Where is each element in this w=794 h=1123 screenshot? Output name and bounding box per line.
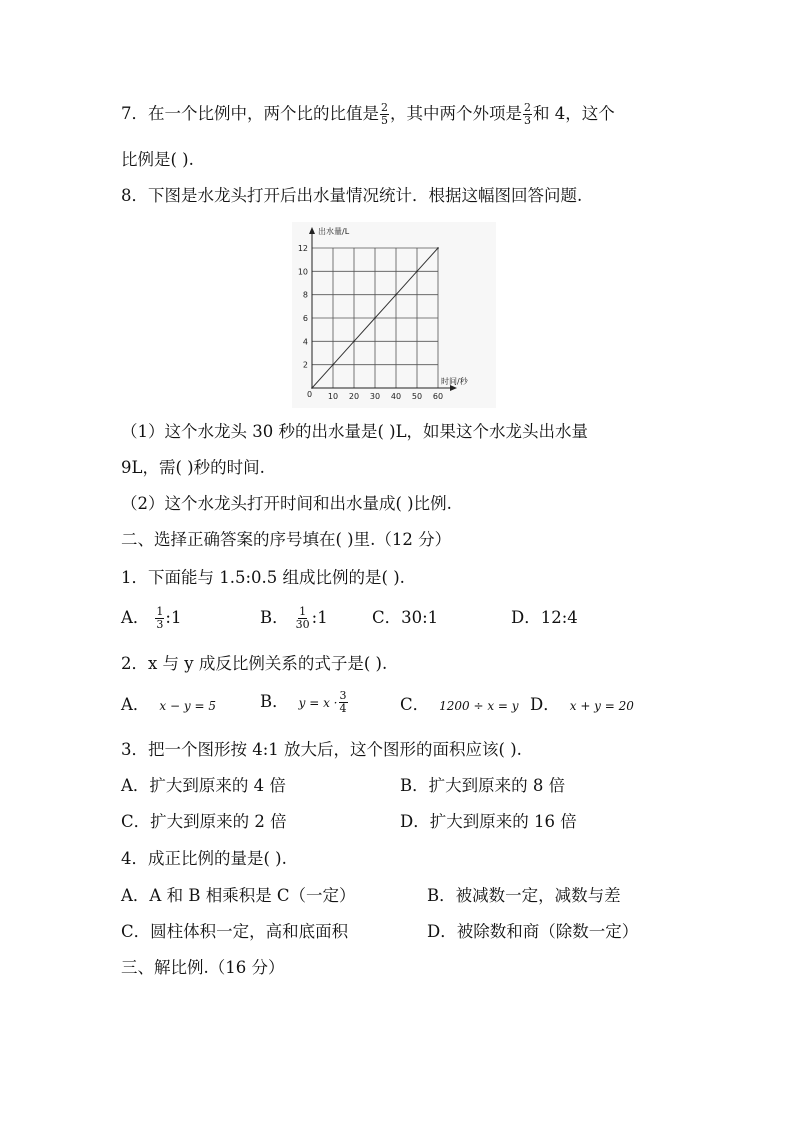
- question-8-1-line2: 9L，需( )秒的时间.: [121, 458, 265, 477]
- section-2-heading: 二、选择正确答案的序号填在( )里.（12 分）: [121, 530, 452, 549]
- choice-2-option-b: B． y = x · $\frac{3}{4}$: [260, 689, 347, 715]
- question-text: 在一个比例中，两个比的比值是: [148, 104, 379, 123]
- x-tick-label: 50: [411, 392, 423, 401]
- fraction: $\frac{1}{3}$: [156, 605, 164, 631]
- question-text: 下图是水龙头打开后出水量情况统计．根据这幅图回答问题.: [148, 186, 583, 205]
- data-point: [311, 387, 313, 389]
- y-tick-label: 8: [302, 290, 308, 300]
- fraction: $\frac{2}{5}$: [381, 101, 388, 127]
- choice-1-stem: 1．下面能与 1.5:0.5 组成比例的是( ).: [121, 568, 405, 587]
- data-point: [332, 364, 334, 366]
- question-8-1-line1: （1）这个水龙头 30 秒的出水量是( )L，如果这个水龙头出水量: [121, 422, 589, 441]
- data-point: [437, 247, 439, 249]
- choice-4-stem: 4．成正比例的量是( ).: [121, 849, 287, 868]
- question-text: ，其中两个外项是: [390, 104, 522, 123]
- water-flow-chart: [292, 222, 496, 408]
- question-8: [121, 186, 582, 206]
- chart-origin-label: 0: [307, 390, 313, 399]
- choice-1-option-a: A． $\frac{1}{3}$ :1: [121, 605, 182, 631]
- question-7-line1: [121, 102, 615, 127]
- choice-2-option-d: D． x + y = 20: [530, 695, 634, 714]
- y-tick-label: 2: [302, 360, 308, 370]
- y-tick-label: 12: [297, 244, 308, 253]
- choice-3-option-d: D．扩大到原来的 16 倍: [400, 812, 577, 831]
- question-number: 7．: [121, 104, 148, 123]
- choice-4-option-c: C．圆柱体积一定，高和底面积: [121, 922, 349, 941]
- choice-4-option-b: B．被减数一定，减数与差: [427, 886, 621, 905]
- data-point: [416, 270, 418, 272]
- x-tick-label: 10: [327, 392, 339, 401]
- data-point: [353, 340, 355, 342]
- y-tick-label: 4: [302, 337, 308, 347]
- fraction: $\frac{3}{4}$: [339, 689, 347, 715]
- chart-xlabel: 时间/秒: [441, 377, 468, 386]
- x-tick-label: 60: [432, 392, 444, 401]
- y-tick-label: 10: [297, 267, 308, 277]
- data-point: [374, 317, 376, 319]
- question-7-line2: 比例是( ).: [121, 150, 194, 169]
- choice-1-option-d: D．12:4: [511, 608, 578, 627]
- section-3-heading: 三、解比例.（16 分）: [121, 958, 285, 977]
- choice-3-option-b: B．扩大到原来的 8 倍: [400, 776, 566, 795]
- choice-3-stem: 3．把一个图形按 4:1 放大后，这个图形的面积应该( ).: [121, 740, 522, 759]
- chart-ylabel: 出水量/L: [318, 227, 350, 236]
- question-8-2: （2）这个水龙头打开时间和出水量成( )比例.: [121, 494, 452, 513]
- choice-3-option-a: A．扩大到原来的 4 倍: [121, 776, 286, 795]
- x-tick-label: 30: [369, 392, 381, 401]
- choice-4-option-a: A．A 和 B 相乘积是 C（一定）: [121, 886, 356, 905]
- fraction: $\frac{1}{30}$: [295, 605, 310, 631]
- x-tick-label: 40: [390, 392, 402, 401]
- choice-4-option-d: D．被除数和商（除数一定）: [427, 922, 639, 941]
- question-number: 8．: [121, 186, 148, 205]
- choice-1-option-c: C．30:1: [372, 608, 439, 627]
- choice-2-option-a: A． x − y = 5: [121, 695, 216, 714]
- x-tick-label: 20: [348, 392, 360, 401]
- choice-2-option-c: C． 1200 ÷ x = y: [400, 695, 519, 714]
- data-point: [395, 294, 397, 296]
- choice-3-option-c: C．扩大到原来的 2 倍: [121, 812, 287, 831]
- choice-2-stem: 2．x 与 y 成反比例关系的式子是( ).: [121, 654, 388, 673]
- fraction: $\frac{2}{3}$: [524, 101, 531, 127]
- y-tick-label: 6: [302, 314, 308, 323]
- question-text: 和 4，这个: [533, 104, 615, 123]
- choice-1-option-b: B． $\frac{1}{30}$ :1: [260, 605, 328, 631]
